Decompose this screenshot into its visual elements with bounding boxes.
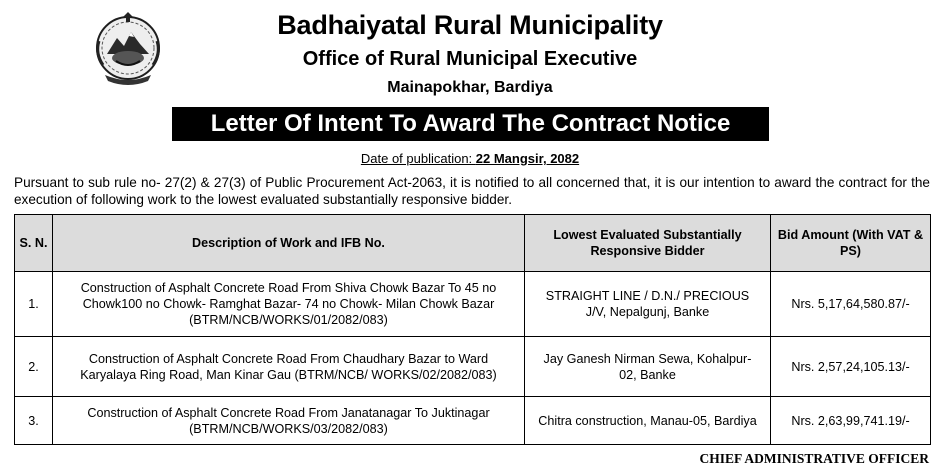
row-description: Construction of Asphalt Concrete Road From Janatanagar To Juktinagar (BTRM/NCB/WORKS/03/2082/083) [53, 397, 525, 445]
header-bid-amount: Bid Amount (With VAT & PS) [771, 215, 931, 272]
row-description: Construction of Asphalt Concrete Road From Chaudhary Bazar to Ward Karyalaya Ring Road, Man Kinar Gau (BTRM/NCB/ WORKS/02/2082/083) [53, 337, 525, 397]
table-row [15, 337, 931, 397]
office-location: Mainapokhar, Bardiya [387, 79, 553, 96]
notice-title-banner: Letter Of Intent To Award The Contract Notice [172, 107, 769, 141]
row-sn: 3. [15, 397, 53, 445]
row-sn: 2. [15, 337, 53, 397]
row-description: Construction of Asphalt Concrete Road From Shiva Chowk Bazar To 45 no Chowk100 no Chowk- Ramghat Bazar- 74 no Chowk- Milan Chowk Bazar (BTRM/NCB/WORKS/01/2082/083) [53, 272, 525, 337]
table-row [15, 272, 931, 337]
municipality-name: Badhaiyatal Rural Municipality [277, 10, 663, 40]
publication-date [150, 151, 790, 166]
row-sn: 1. [15, 272, 53, 337]
intro-paragraph: Pursuant to sub rule no- 27(2) & 27(3) of Public Procurement Act-2063, it is notified to all concerned that, it is our intention to award the contract for the execution of following work to the lowest evaluated substantially responsive bidder. [14, 175, 930, 207]
row-bidder: STRAIGHT LINE / D.N./ PRECIOUS J/V, Nepalgunj, Banke [525, 272, 771, 337]
row-bidder: Jay Ganesh Nirman Sewa, Kohalpur-02, Banke [525, 337, 771, 397]
row-bid-amount: Nrs. 2,63,99,741.19/- [771, 397, 931, 445]
row-bidder: Chitra construction, Manau-05, Bardiya [525, 397, 771, 445]
header-bidder: Lowest Evaluated Substantially Responsive Bidder [525, 215, 771, 272]
table-header-row [15, 215, 931, 272]
header-sn: S. N. [15, 215, 53, 272]
table-row [15, 397, 931, 445]
contract-award-table [14, 214, 931, 445]
row-bid-amount: Nrs. 5,17,64,580.87/- [771, 272, 931, 337]
signatory-title: CHIEF ADMINISTRATIVE OFFICER [699, 451, 929, 466]
row-bid-amount: Nrs. 2,57,24,105.13/- [771, 337, 931, 397]
header-description: Description of Work and IFB No. [53, 215, 525, 272]
publication-date-value: 22 Mangsir, 2082 [475, 151, 580, 166]
publication-date-label: Date of publication: [360, 151, 476, 166]
office-name: Office of Rural Municipal Executive [302, 48, 638, 70]
